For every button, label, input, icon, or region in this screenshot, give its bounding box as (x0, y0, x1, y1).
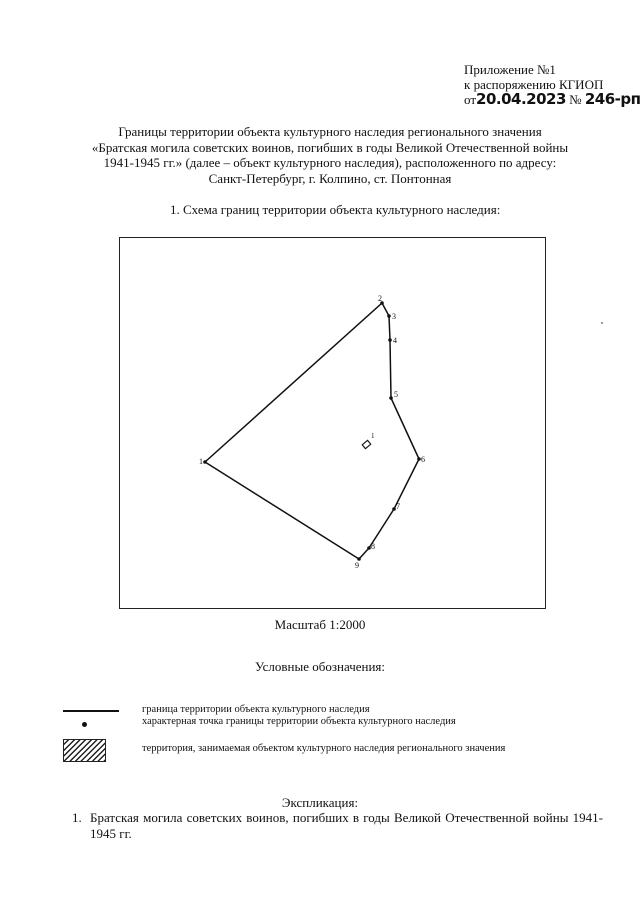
legend-heading: Условные обозначения: (254, 659, 386, 674)
document-title (60, 124, 600, 186)
explication-heading: Экспликация: (281, 795, 359, 810)
heritage-object-label: 1 (371, 432, 375, 440)
appendix-label: Приложение №1 (464, 62, 556, 77)
boundary-point-4 (388, 338, 392, 342)
order-reference: к распоряжению КГИОП (464, 77, 604, 92)
legend-hatch-symbol (63, 739, 106, 762)
boundary-point-5 (389, 396, 393, 400)
boundary-polygon (205, 303, 419, 559)
title-line-3: 1941-1945 гг.» (далее – объект культурного наследия), расположенного по адресу: (103, 155, 557, 170)
point-label-8: 8 (371, 542, 375, 551)
explication-item-text: Братская могила советских воинов, погибших в годы Великой Отечественной войны 1941-1945 гг. (90, 810, 603, 841)
boundary-scheme (119, 237, 546, 609)
boundary-points (203, 301, 421, 561)
scan-speck (601, 322, 603, 324)
explication-item-number: 1. (72, 810, 82, 825)
number-sign: № (569, 92, 582, 107)
legend-boundary-line-symbol (63, 710, 119, 712)
boundary-point-3 (387, 314, 391, 318)
scale-label: Масштаб 1:2000 (274, 617, 366, 632)
point-label-6: 6 (421, 455, 425, 464)
point-label-2: 2 (378, 294, 382, 303)
point-label-4: 4 (393, 336, 397, 345)
order-date-number (464, 92, 640, 107)
legend-point-symbol (82, 722, 87, 727)
handwritten-date: 20.04.2023 (476, 90, 566, 108)
explication-item (72, 810, 603, 842)
point-label-9: 9 (355, 561, 359, 570)
handwritten-number: 246-рп (584, 90, 640, 108)
appendix-block (464, 62, 640, 107)
heritage-object-shape (362, 440, 371, 448)
legend-hatch-text: территория, занимаемая объектом культурного наследия регионального значения (142, 743, 506, 754)
title-line-4: Санкт-Петербург, г. Колпино, ст. Понтонная (208, 170, 452, 186)
section-heading: 1. Схема границ территории объекта культурного наследия: (170, 202, 501, 217)
point-label-5: 5 (394, 390, 398, 399)
point-label-3: 3 (392, 312, 396, 321)
date-prefix: от (464, 92, 477, 107)
legend-boundary-text: граница территории объекта культурного наследия (142, 704, 370, 715)
point-label-7: 7 (396, 502, 400, 511)
title-line-2: «Братская могила советских воинов, погибших в годы Великой Отечественной войны (91, 139, 569, 155)
heritage-object (362, 432, 375, 449)
boundary-point-1 (203, 460, 207, 464)
title-line-1: Границы территории объекта культурного наследия регионального значения (118, 124, 542, 139)
legend-point-text: характерная точка границы территории объекта культурного наследия (142, 716, 456, 727)
point-label-1: 1 (199, 457, 203, 466)
